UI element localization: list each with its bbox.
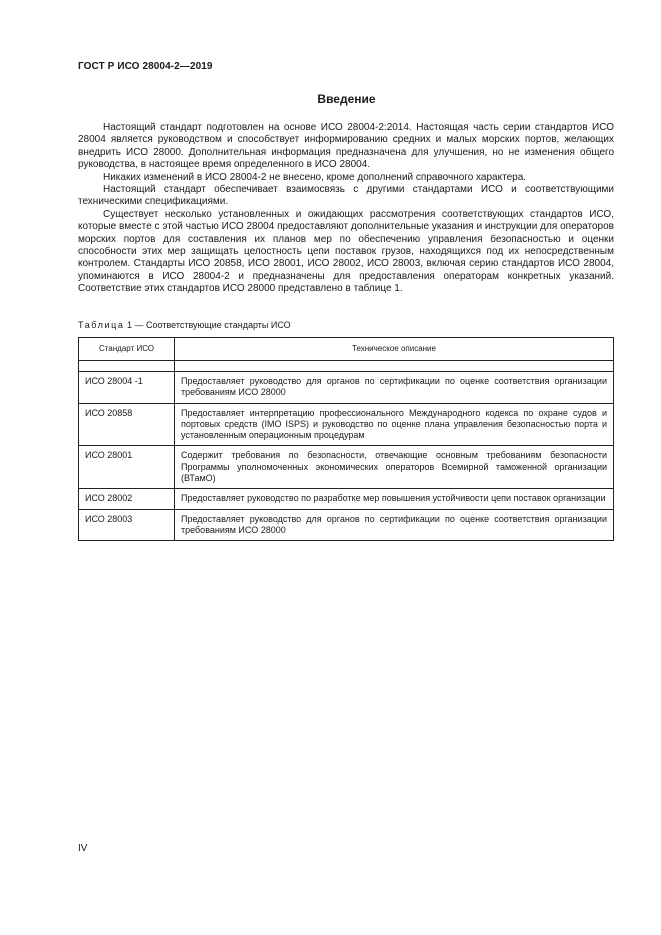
table-header-row <box>79 338 614 361</box>
standard-code: ИСО 28001 <box>79 446 175 489</box>
header-separator <box>79 361 614 372</box>
page-number: IV <box>78 843 88 854</box>
column-header-standard: Стандарт ИСО <box>79 338 175 361</box>
table-caption-label: Таблица <box>78 320 125 330</box>
column-header-description: Техническое описание <box>175 338 614 361</box>
paragraph: Никаких изменений в ИСО 28004-2 не внесено, кроме дополнений справочного характера. <box>103 171 527 183</box>
table-row <box>79 446 614 489</box>
document-id: ГОСТ Р ИСО 28004-2—2019 <box>78 61 213 72</box>
standard-description: Предоставляет руководство для органов по сертификации по оценке соответствия организации требованиям ИСО 28000 <box>175 509 614 541</box>
table-caption <box>78 320 291 330</box>
standard-code: ИСО 28003 <box>79 509 175 541</box>
paragraph: Существует несколько установленных и ожидающих рассмотрения соответствующих стандартов ИСО, которые вместе с этой частью ИСО 28004 предоставляют дополнительные указания и инструкции для операторов морских портов для составления их планов мер по обеспечению управления безопасностью и оценки способности этих мер защищать целостность цепи поставок грузов, находящихся под их непосредственным контролем. Стандарты ИСО 20858, ИСО 28001, ИСО 28002, ИСО 28003, включая серию стандартов ИСО 28004, упоминаются в ИСО 28004-2 и предназначены для предоставления операторам конкретных указаний. Соответствие этих стандартов ИСО 28000 представлено в таблице 1. <box>78 208 614 295</box>
table-row <box>79 509 614 541</box>
paragraph: Настоящий стандарт обеспечивает взаимосвязь с другими стандартами ИСО и соответствующими техническими спецификациями. <box>78 184 614 208</box>
standard-description: Предоставляет интерпретацию профессионального Международного кодекса по охране судов и портовых средств (IMO ISPS) и руководство по оценке плана управления безопасностью порта и установленным операционным процедурам <box>175 403 614 446</box>
section-title: Введение <box>317 92 376 106</box>
standard-description: Содержит требования по безопасности, отвечающие основным требованиям безопасности Программы уполномоченных экономических операторов Всемирной таможенной организации (ВТамО) <box>175 446 614 489</box>
table-row <box>79 403 614 446</box>
table-caption-text: 1 — Соответствующие стандарты ИСО <box>124 320 291 330</box>
standard-code: ИСО 28002 <box>79 489 175 509</box>
introduction-text <box>78 122 614 296</box>
table-row <box>79 372 614 404</box>
standard-description: Предоставляет руководство по разработке мер повышения устойчивости цепи поставок организации <box>175 489 614 509</box>
standard-code: ИСО 28004 -1 <box>79 372 175 404</box>
standards-table <box>78 337 614 541</box>
table-row <box>79 489 614 509</box>
standard-code: ИСО 20858 <box>79 403 175 446</box>
paragraph: Настоящий стандарт подготовлен на основе ИСО 28004-2:2014. Настоящая часть серии стандартов ИСО 28004 является руководством и способствует информированию средних и малых морских портов, желающих внедрить ИСО 28000. Дополнительная информация предназначена для улучшения, но не изменения общего руководства, в настоящее время определенного в ИСО 28004. <box>78 122 614 171</box>
standard-description: Предоставляет руководство для органов по сертификации по оценке соответствия организации требованиям ИСО 28000 <box>175 372 614 404</box>
